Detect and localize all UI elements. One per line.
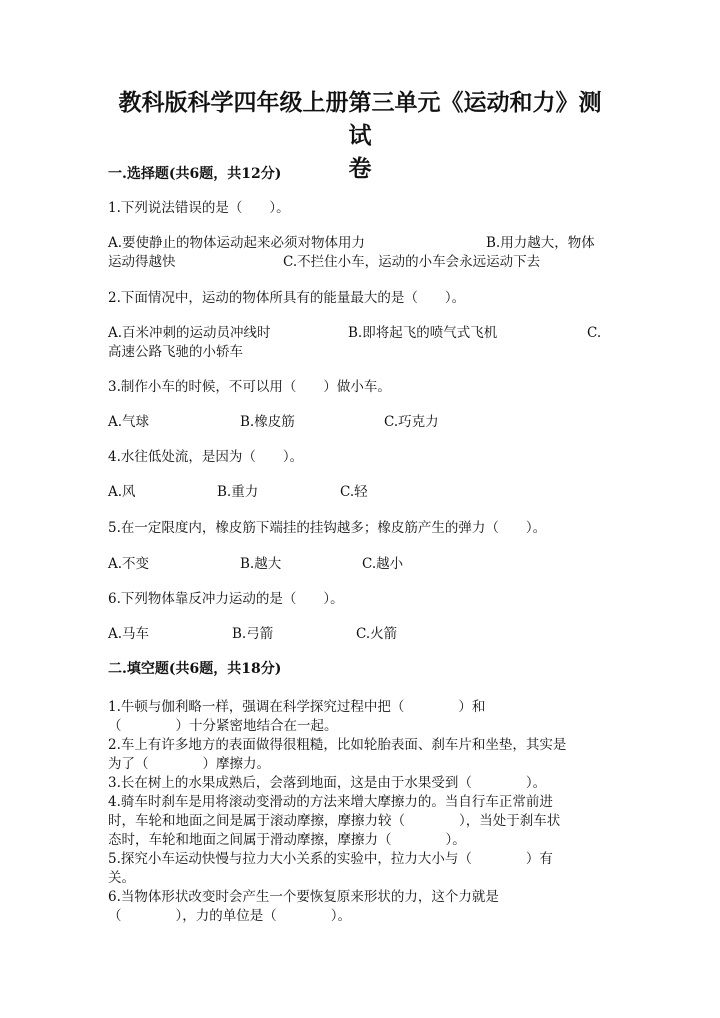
question-1-stem: 1.下列说法错误的是（ ）。 — [108, 200, 290, 216]
question-2-option-c: C. — [587, 325, 602, 341]
fill-4-line-1: 4.骑车时刹车是用将滚动变滑动的方法来增大摩擦力的。当自行车正常前进 — [108, 794, 553, 810]
question-4-option-c: C.轻 — [340, 484, 368, 500]
question-1-option-b-cont: 运动得越快 — [108, 254, 176, 270]
question-1-option-a: A.要使静止的物体运动起来必须对物体用力 — [108, 235, 366, 251]
fill-1-line-1: 1.牛顿与伽利略一样，强调在科学探究过程中把（ ）和 — [108, 699, 486, 715]
section-1-heading: 一.选择题(共6题，共12分) — [108, 166, 282, 182]
question-6-option-b: B.弓箭 — [232, 626, 274, 642]
fill-4-line-3: 态时，车轮和地面之间属于滑动摩擦，摩擦力（ ）。 — [108, 832, 466, 848]
question-4-option-b: B.重力 — [217, 484, 259, 500]
question-6-stem: 6.下列物体靠反冲力运动的是（ ）。 — [108, 591, 344, 607]
title-line-1: 教科版科学四年级上册第三单元《运动和力》测试 — [118, 89, 602, 149]
question-3-option-c: C.巧克力 — [384, 414, 439, 430]
question-2-option-a: A.百米冲刺的运动员冲线时 — [108, 325, 271, 341]
fill-2-line-1: 2.车上有许多地方的表面做得很粗糙，比如轮胎表面、刹车片和坐垫，其实是 — [108, 737, 567, 753]
question-5-option-b: B.越大 — [240, 556, 282, 572]
question-6-option-c: C.火箭 — [356, 626, 398, 642]
question-3-option-b: B.橡皮筋 — [240, 414, 295, 430]
question-2-option-b: B.即将起飞的喷气式飞机 — [348, 325, 498, 341]
question-1-option-c: C.不拦住小车，运动的小车会永远运动下去 — [283, 254, 541, 270]
fill-4-line-2: 时，车轮和地面之间是属于滚动摩擦，摩擦力较（ ），当处于刹车状 — [108, 813, 561, 829]
fill-5-line-2: 关。 — [108, 870, 135, 886]
section-2-heading: 二.填空题(共6题，共18分) — [108, 661, 282, 677]
question-4-option-a: A.风 — [108, 484, 136, 500]
question-4-stem: 4.水往低处流，是因为（ ）。 — [108, 449, 304, 465]
fill-1-line-2: （ ）十分紧密地结合在一起。 — [108, 718, 338, 734]
question-5-option-a: A.不变 — [108, 556, 150, 572]
fill-3-line-1: 3.长在树上的水果成熟后，会落到地面，这是由于水果受到（ ）。 — [108, 775, 547, 791]
title-line-2: 卷 — [348, 155, 372, 182]
question-2-option-c-cont: 高速公路飞驰的小轿车 — [108, 344, 243, 360]
question-5-stem: 5.在一定限度内，橡皮筋下端挂的挂钩越多；橡皮筋产生的弹力（ ）。 — [108, 520, 547, 536]
question-6-option-a: A.马车 — [108, 626, 150, 642]
question-2-stem: 2.下面情况中，运动的物体所具有的能量最大的是（ ）。 — [108, 290, 466, 306]
fill-6-line-1: 6.当物体形状改变时会产生一个要恢复原来形状的力，这个力就是 — [108, 889, 499, 905]
fill-6-line-2: （ ），力的单位是（ ）。 — [108, 908, 351, 924]
fill-5-line-1: 5.探究小车运动快慢与拉力大小关系的实验中，拉力大小与（ ）有 — [108, 851, 553, 867]
question-1-option-b: B.用力越大，物体 — [486, 235, 595, 251]
question-5-option-c: C.越小 — [362, 556, 404, 572]
question-3-option-a: A.气球 — [108, 414, 150, 430]
question-3-stem: 3.制作小车的时候，不可以用（ ）做小车。 — [108, 379, 391, 395]
fill-2-line-2: 为了（ ）摩擦力。 — [108, 756, 270, 772]
